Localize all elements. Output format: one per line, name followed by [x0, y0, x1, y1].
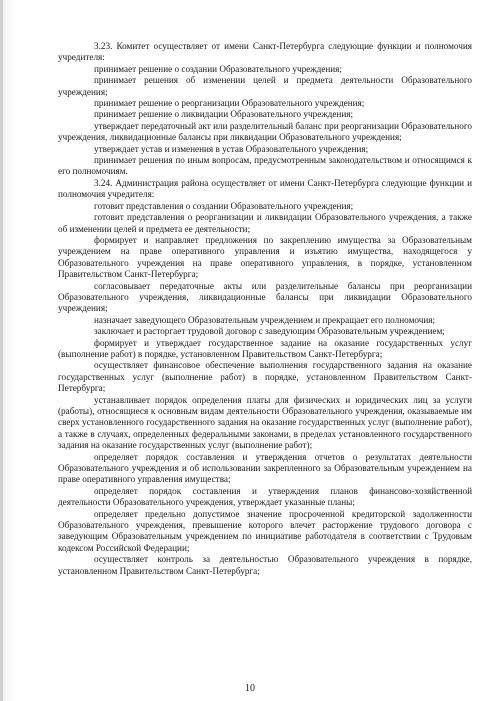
paragraph: формирует и направляет предложения по закреплению имущества за Образовательным учреждением на праве оперативного управления и изъятию имущества, находящегося у Образовательного учреждения на праве оперативного управления, в порядке, установленном Правительством Санкт-Петербурга; [58, 234, 472, 280]
paragraph: определяет порядок составления и утверждения планов финансово-хозяйственной деятельности Образовательного учреждения, утверждает указанные планы; [58, 485, 472, 508]
paragraph: принимает решение о создании Образовательного учреждения; [94, 63, 342, 74]
paragraph: 3.24. Администрация района осуществляет от имени Санкт-Петербурга следующие функции и полномочия учредителя: [58, 177, 472, 200]
paragraph: определяет предельно допустимое значение просроченной кредиторской задолженности Образовательного учреждения, превышение которого влечет расторжение трудового договора с заведующим Образовательным учреждением по инициативе работодателя в соответствии с Трудовым кодексом Российской Федерации; [58, 508, 472, 553]
paragraph: принимает решение о ликвидации Образовательного учреждения; [94, 109, 354, 120]
paragraph: формирует и утверждает государственное задание на оказание государственных услуг (выполнение работ) в порядке, установленном Правительством Санкт-Петербурга; [58, 337, 472, 359]
paragraph: готовит представления о реорганизации и ликвидации Образовательного учреждения, а также об изменении целей и предмета ее деятельности; [58, 212, 472, 234]
paragraph: заключает и расторгает трудовой договор с заведующим Образовательным учреждением; [94, 326, 445, 337]
page-edge [0, 0, 3, 701]
paragraph: готовит представления о создании Образовательного учреждения; [94, 200, 354, 211]
paragraph: устанавливает порядок определения платы для физических и юридических лиц за услуги (работы), относящиеся к основным видам деятельности Образовательного учреждения, оказываемые им сверх установленного государственного задания на оказание государственных услуг (выполнение работ), а также в случаях, определенных федеральными законами, в пределах установленного государственного задания на оказание государственных услуг (выполнение работ); [58, 394, 472, 451]
paragraph: принимает решения об изменении целей и предмета деятельности Образовательного учреждения; [58, 75, 472, 97]
paragraph: принимает решения по иным вопросам, предусмотренным законодательством и относящимся к его полномочиям. [58, 155, 472, 177]
paragraph: определяет порядок составления и утверждения отчетов о результатах деятельности Образовательного учреждения и об использовании закрепленного за Образовательным учреждением на праве оперативного управления имущества; [58, 451, 472, 485]
page-number: 10 [245, 683, 255, 694]
paragraph: утверждает передаточный акт или разделительный баланс при реорганизации Образовательного учреждения, ликвидационные балансы при ликвидации Образовательного учреждения; [58, 120, 472, 143]
document-body [58, 41, 472, 577]
paragraph: принимает решение о реорганизации Образовательного учреждения; [94, 98, 365, 109]
paragraph: назначает заведующего Образовательным учреждением и прекращает его полномочия; [94, 314, 436, 325]
paragraph: утверждает устав и изменения в устав Образовательного учреждения; [94, 143, 369, 154]
paragraph: согласовывает передаточные акты или разделительные балансы при реорганизации Образовательного учреждения, ликвидационные балансы при ликвидации Образовательного учреждения; [58, 280, 472, 314]
paragraph: осуществляет контроль за деятельностью Образовательного учреждения в порядке, установленном Правительством Санкт-Петербурга; [58, 554, 472, 576]
paragraph: осуществляет финансовое обеспечение выполнения государственного задания на оказание государственных услуг (выполнение работ) в порядке, установленном Правительством Санкт-Петербурга; [58, 360, 472, 394]
paragraph: 3.23. Комитет осуществляет от имени Санкт-Петербурга следующие функции и полномочия учредителя: [58, 41, 472, 63]
